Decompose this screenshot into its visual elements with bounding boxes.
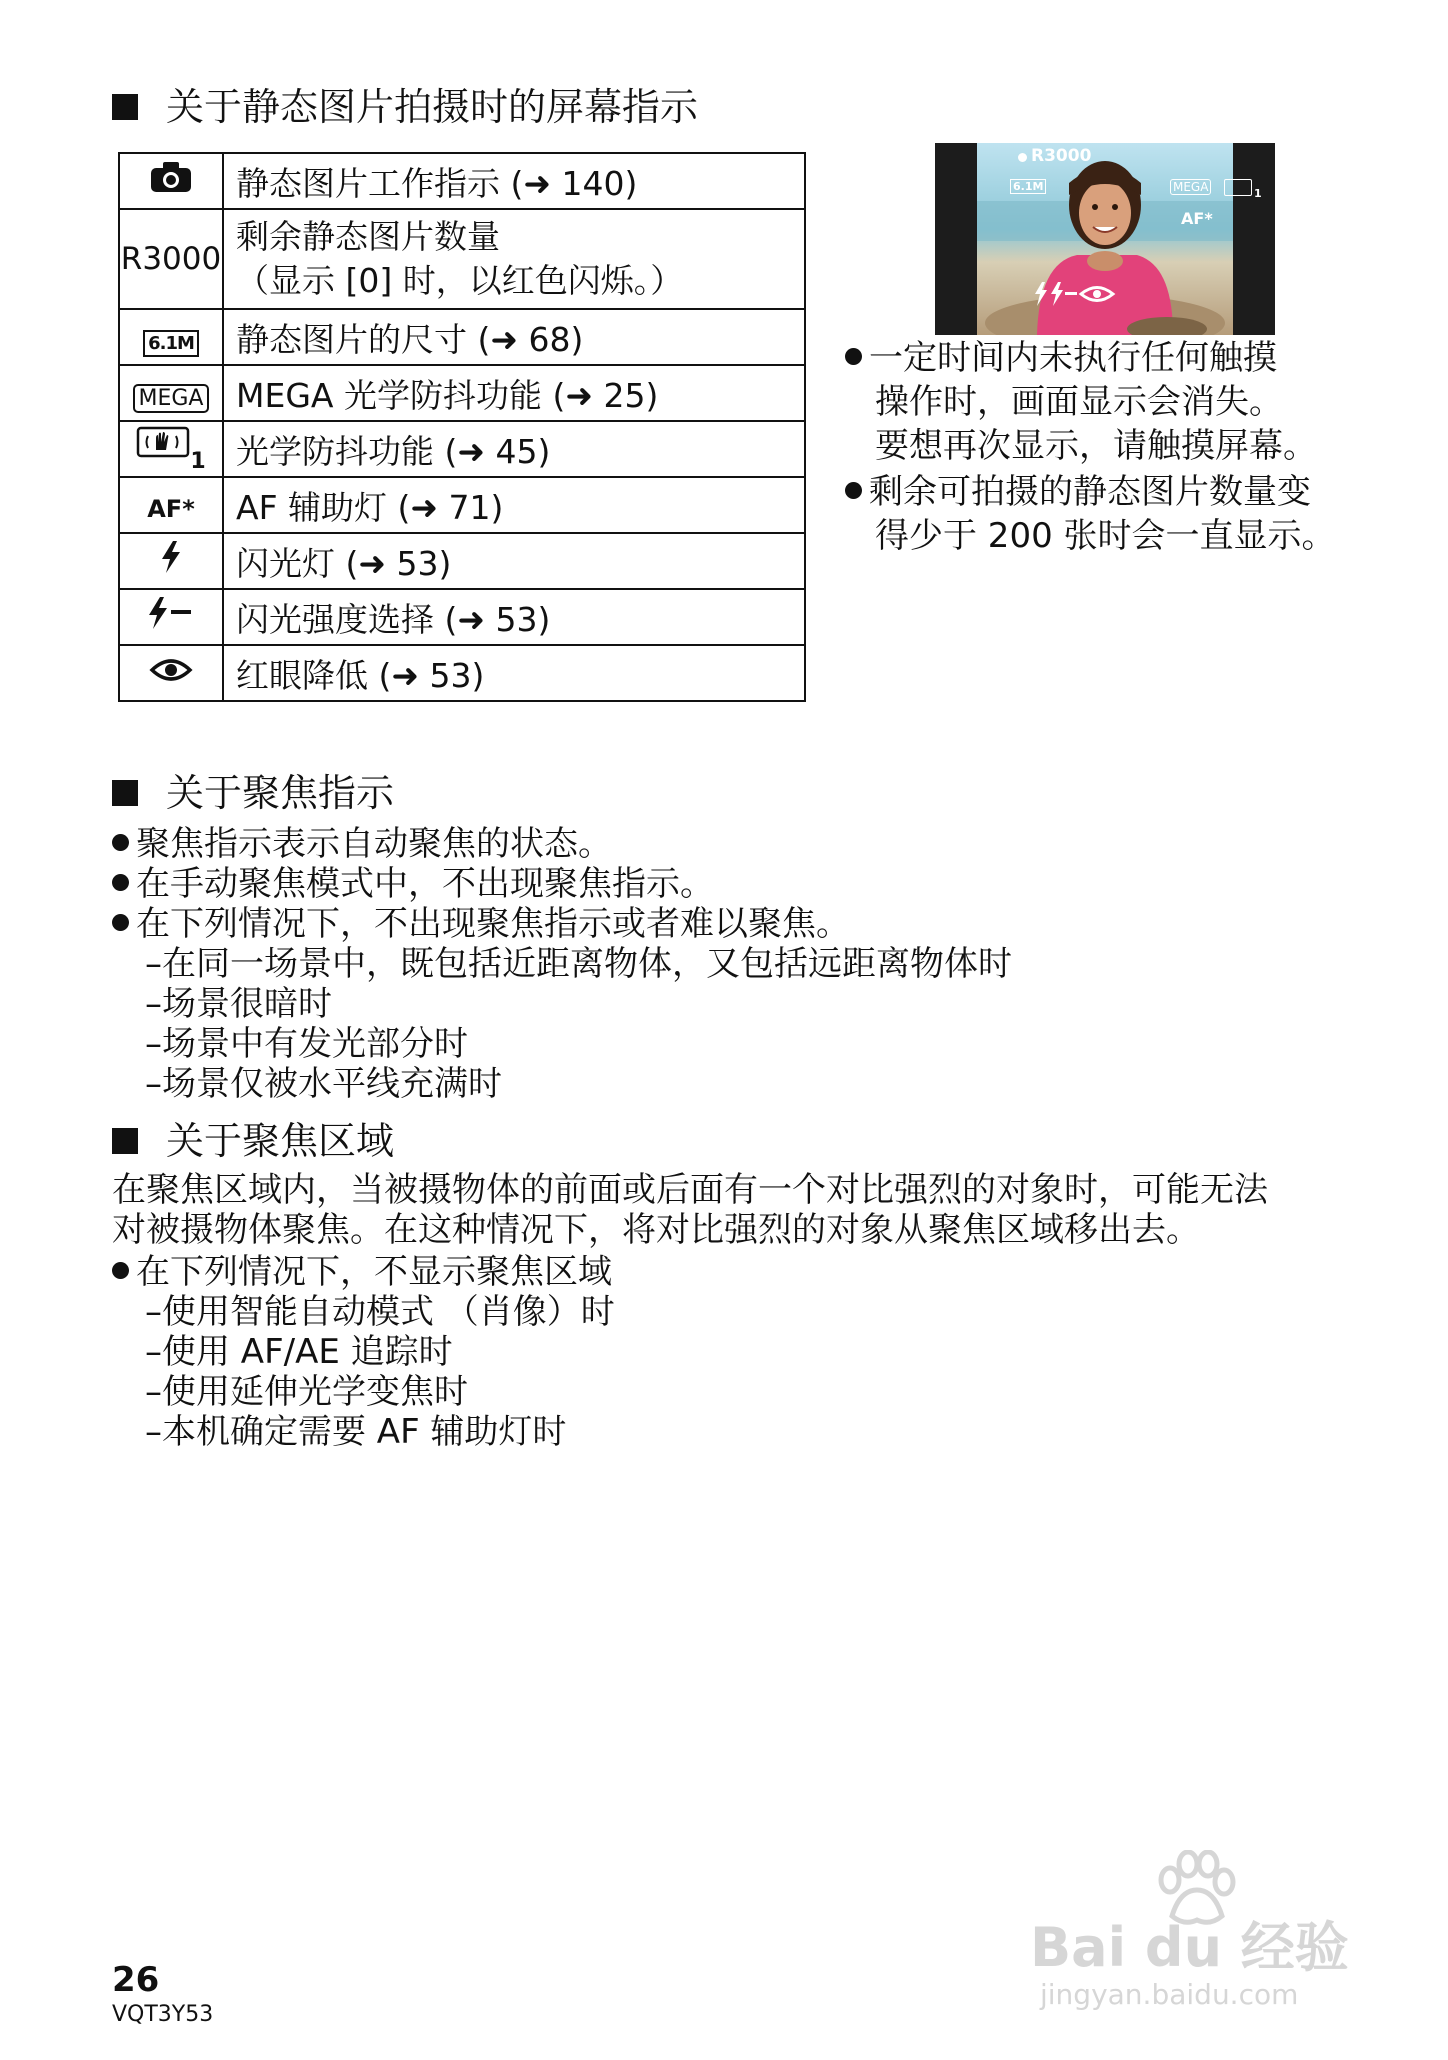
indicator-icon-cell [119, 153, 223, 209]
mega-ois-icon: MEGA [133, 384, 210, 413]
focus-area-paragraph: 对被摄物体聚焦。在这种情况下，将对比强烈的对象从聚焦区域移出去。 [112, 1210, 1200, 1250]
focus-area-bullet: 在下列情况下，不显示聚焦区域 [112, 1250, 612, 1294]
description-line: 剩余静态图片数量 [236, 217, 500, 256]
table-row [119, 309, 805, 365]
bullet-icon [112, 914, 129, 931]
table-row [119, 153, 805, 209]
description-line: （显示 [0] 时，以红色闪烁。） [236, 261, 684, 300]
focus-area-condition: –使用延伸光学变焦时 [145, 1372, 468, 1412]
indicator-description: 红眼降低 (➜ 53) [223, 645, 805, 701]
note-line: 得少于 200 张时会一直显示。 [875, 516, 1336, 556]
focus-area-paragraph: 在聚焦区域内，当被摄物体的前面或后面有一个对比强烈的对象时，可能无法 [112, 1170, 1268, 1210]
focus-area-condition: –本机确定需要 AF 辅助灯时 [145, 1412, 567, 1452]
section-heading-focus-area [112, 1118, 394, 1164]
indicator-icon-cell [119, 309, 223, 365]
watermark-url: jingyan.baidu.com [1040, 1978, 1299, 2011]
indicator-description: 闪光灯 (➜ 53) [223, 533, 805, 589]
square-bullet-icon [112, 1128, 138, 1154]
focus-bullet: 聚焦指示表示自动聚焦的状态。 [112, 822, 612, 866]
record-dot-icon [1018, 153, 1027, 162]
focus-area-condition: –使用智能自动模式 （肖像）时 [145, 1292, 615, 1332]
table-row [119, 645, 805, 701]
baidu-watermark [1030, 1850, 1390, 2020]
note-line: 要想再次显示，请触摸屏幕。 [875, 426, 1317, 466]
picture-size-overlay: 6.1M [1010, 179, 1046, 194]
table-row [119, 589, 805, 645]
focus-condition: –场景很暗时 [145, 984, 332, 1024]
ois-hand-overlay-icon [1224, 179, 1252, 196]
bullet-icon [112, 834, 129, 851]
mega-ois-overlay: MEGA [1170, 179, 1211, 195]
focus-condition: –场景仅被水平线充满时 [145, 1064, 502, 1104]
table-row [119, 365, 805, 421]
camera-icon [149, 160, 193, 194]
focus-bullet: 在手动聚焦模式中，不出现聚焦指示。 [112, 862, 714, 906]
heading-text: 关于聚焦指示 [166, 771, 395, 815]
section-heading-focus-indication [112, 770, 394, 816]
indicator-icon-cell [119, 645, 223, 701]
note-remaining-count: 剩余可拍摄的静态图片数量变 [845, 470, 1311, 514]
indicator-description: 光学防抖功能 (➜ 45) [223, 421, 805, 477]
indicator-icon-cell [119, 477, 223, 533]
remaining-count-overlay: R3000 [1031, 146, 1092, 166]
indicator-description: AF 辅助灯 (➜ 71) [223, 477, 805, 533]
indicator-icon-cell [119, 533, 223, 589]
flash-red-eye-overlay-icon [1033, 281, 1123, 307]
af-assist-overlay: AF* [1181, 209, 1213, 228]
square-bullet-icon [112, 94, 138, 120]
model-code: VQT3Y53 [112, 2002, 214, 2027]
square-bullet-icon [112, 780, 138, 806]
bullet-icon [112, 1262, 129, 1279]
bullet-icon [845, 482, 862, 499]
indicator-description: MEGA 光学防抖功能 (➜ 25) [223, 365, 805, 421]
indicator-icon-cell [119, 365, 223, 421]
table-row [119, 421, 805, 477]
flash-icon [160, 540, 182, 574]
red-eye-icon [149, 655, 193, 685]
heading-text: 关于静态图片拍摄时的屏幕指示 [166, 85, 699, 129]
table-row [119, 533, 805, 589]
focus-condition: –在同一场景中，既包括近距离物体，又包括远距离物体时 [145, 944, 1012, 984]
indicator-description: 闪光强度选择 (➜ 53) [223, 589, 805, 645]
indicator-description: 静态图片工作指示 (➜ 140) [223, 153, 805, 209]
indicator-icon-cell [119, 421, 223, 477]
note-touch-display: 一定时间内未执行任何触摸 [845, 336, 1277, 380]
picture-size-icon: 6.1M [143, 330, 199, 357]
table-row [119, 209, 805, 309]
note-line: 操作时，画面显示会消失。 [875, 382, 1283, 422]
ois-mode-number: 1 [190, 448, 206, 474]
indicator-table [118, 152, 806, 702]
ois-mode-overlay: 1 [1254, 187, 1262, 200]
indicator-description [223, 209, 805, 309]
section-heading-screen-indications [112, 84, 698, 130]
watermark-brand: Bai du 经验 [1030, 1916, 1349, 1979]
af-assist-lamp-icon: AF* [147, 494, 195, 523]
focus-condition: –场景中有发光部分时 [145, 1024, 468, 1064]
flash-level-icon [147, 596, 195, 630]
focus-area-condition: –使用 AF/AE 追踪时 [145, 1332, 453, 1372]
table-row [119, 477, 805, 533]
focus-bullet: 在下列情况下，不出现聚焦指示或者难以聚焦。 [112, 902, 850, 946]
ois-hand-icon [136, 426, 190, 466]
indicator-description: 静态图片的尺寸 (➜ 68) [223, 309, 805, 365]
camera-screen-example-photo [935, 143, 1275, 335]
indicator-icon-cell [119, 589, 223, 645]
indicator-icon-cell: R3000 [119, 209, 223, 309]
page-number: 26 [112, 1960, 160, 2000]
heading-text: 关于聚焦区域 [166, 1119, 395, 1163]
bullet-icon [845, 348, 862, 365]
bullet-icon [112, 874, 129, 891]
